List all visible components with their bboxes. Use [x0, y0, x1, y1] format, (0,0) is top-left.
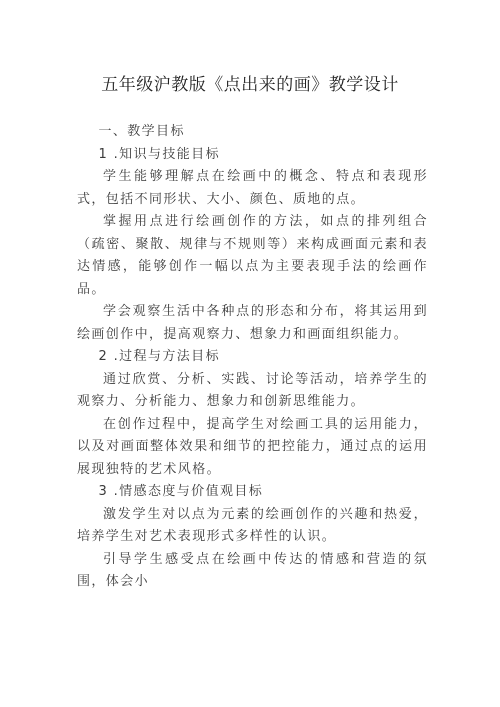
paragraph: 通过欣赏、分析、实践、讨论等活动，培养学生的观察力、分析能力、想象力和创新思维能力。: [77, 371, 428, 409]
document-body: [77, 121, 428, 594]
paragraph: 在创作过程中，提高学生对绘画工具的运用能力，以及对画面整体效果和细节的把控能力，通过点的运用展现独特的艺术风格。: [77, 416, 428, 477]
subheading-process-methods: 2 .过程与方法目标: [98, 349, 220, 364]
paragraph: 掌握用点进行绘画创作的方法，如点的排列组合（疏密、聚散、规律与不规则等）来构成画面元素和表达情感，能够创作一幅以点为主要表现手法的绘画作品。: [77, 214, 428, 297]
section-heading-objectives: 一、教学目标: [98, 124, 185, 139]
paragraph: 学会观察生活中各种点的形态和分布，将其运用到绘画创作中，提高观察力、想象力和画面组织能力。: [77, 304, 428, 342]
subheading-knowledge-skills: 1 .知识与技能目标: [98, 146, 220, 162]
paragraph: 激发学生对以点为元素的绘画创作的兴趣和热爱，培养学生对艺术表现形式多样性的认识。: [77, 506, 428, 544]
paragraph: 学生能够理解点在绘画中的概念、特点和表现形式，包括不同形状、大小、颜色、质地的点。: [77, 169, 428, 207]
document-title: 五年级沪教版《点出来的画》教学设计: [101, 75, 399, 95]
paragraph: 引导学生感受点在绘画中传达的情感和营造的氛围，体会小: [77, 551, 428, 589]
subheading-emotion-values: 3 .情感态度与价值观目标: [98, 484, 264, 499]
